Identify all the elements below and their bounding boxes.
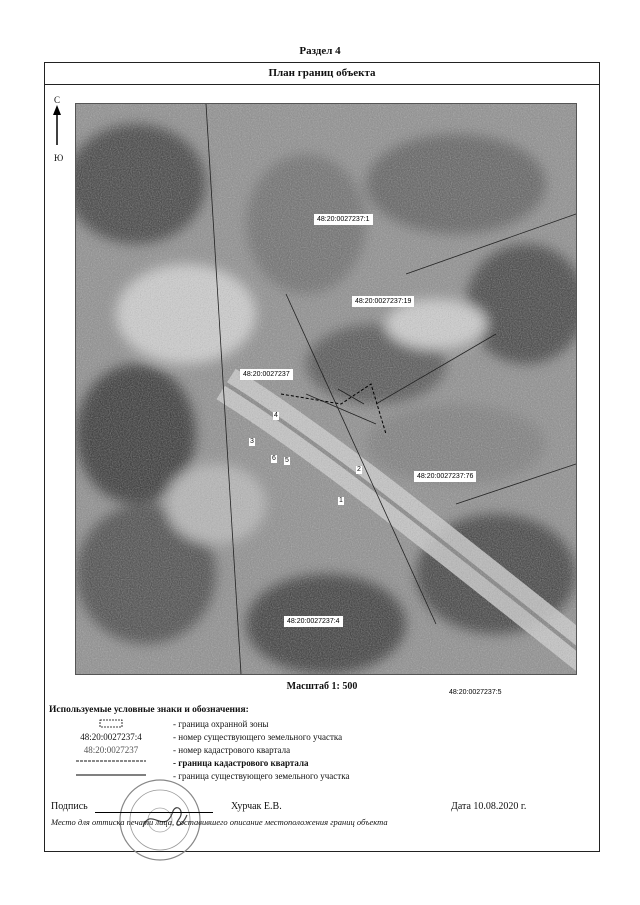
quarter-boundary-symbol [59,758,163,769]
signature-date: Дата 10.08.2020 г. [451,801,527,812]
plan-frame [44,62,600,852]
legend-row [45,732,599,745]
parcel-label: 48:20:0027237:1 [314,214,373,225]
parcel-label: 48:20:0027237:19 [352,296,414,307]
legend-row [45,758,599,771]
boundary-point: 2 [357,466,361,473]
boundary-point: 3 [250,438,254,445]
signature-label: Подпись [51,801,88,812]
boundary-point: 6 [272,455,276,462]
boundary-point: 1 [339,497,343,504]
parcel-label: 48:20:0027237:4 [284,616,343,627]
legend-desc: - граница существующего земельного участка [173,771,350,781]
legend-symbol: 48:20:0027237 [83,745,139,755]
legend-row [45,745,599,758]
stamp-place-note: Место для оттиска печати лица, составившего описание местоположения границ объекта [51,817,388,827]
parcel-label: 48:20:0027237:76 [414,471,476,482]
boundary-point: 4 [274,412,278,419]
north-arrow-icon [51,95,73,165]
boundary-point: 5 [285,457,289,464]
legend-row [45,719,599,732]
plan-title: План границ объекта [45,63,599,85]
quarter-label: 48:20:0027237 [240,369,293,380]
signature-line [51,801,591,815]
legend-title: Используемые условные знаки и обозначения: [49,705,249,715]
signer-name: Хурчак Е.В. [231,801,282,812]
protection-zone-symbol [59,719,163,730]
legend-desc: - граница кадастрового квартала [173,758,309,768]
parcel-label: 48:20:0027237:5 [446,687,505,698]
compass-north-label: С [54,95,61,105]
compass-south-label: Ю [54,153,64,163]
legend-desc: - номер существующего земельного участка [173,732,343,742]
legend-desc: - номер кадастрового квартала [173,745,291,755]
section-title: Раздел 4 [299,45,341,57]
legend-symbol: 48:20:0027237:4 [80,732,142,742]
map-scale: Масштаб 1: 500 [286,681,358,692]
legend-desc: - граница охранной зоны [173,719,269,729]
